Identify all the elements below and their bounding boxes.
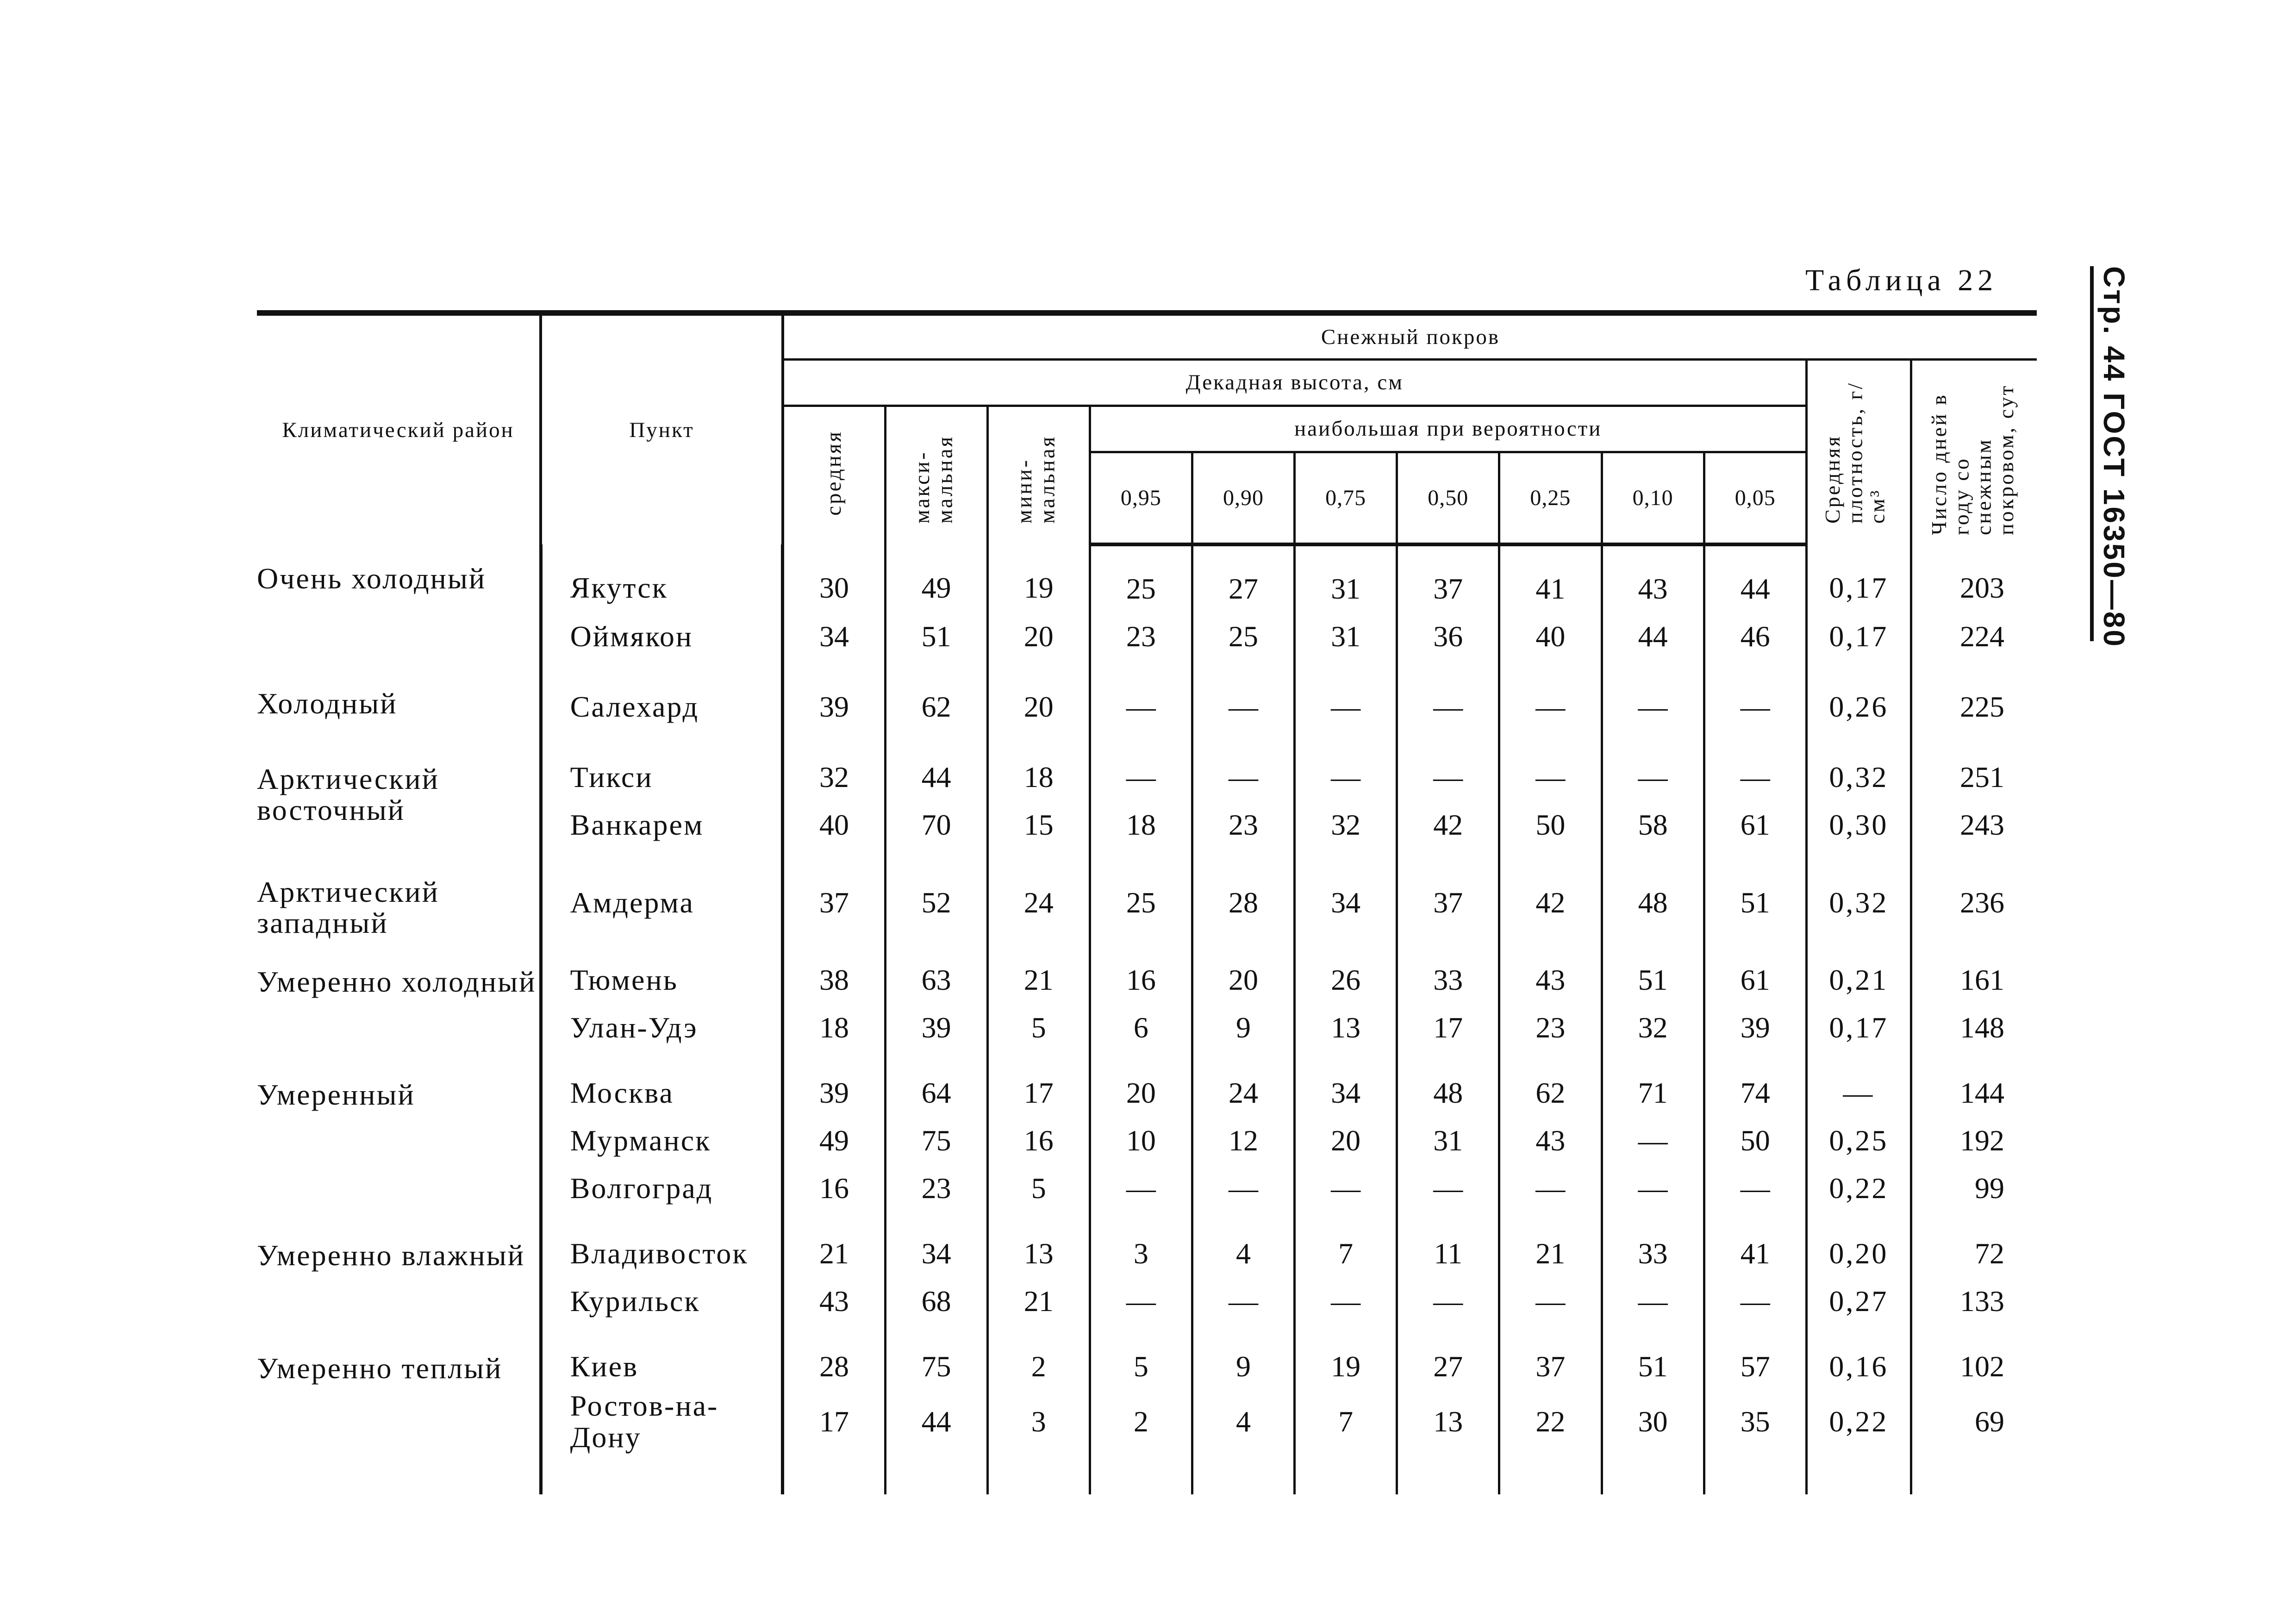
region-cell: Умеренно влажный [257,1239,525,1272]
max-cell: 39 [885,1004,987,1051]
prob-cell: 33 [1397,956,1499,1004]
header-prob-0.10: 0,10 [1602,452,1704,544]
density-cell: 0,20 [1806,1230,1911,1277]
prob-cell: 37 [1397,544,1499,612]
prob-cell: 23 [1192,801,1294,849]
density-cell: 0,30 [1806,801,1911,849]
point-cell: Тюмень [541,956,783,1004]
header-days: Число дней в году со снежным покровом, сут [1911,359,2037,544]
max-cell: 34 [885,1230,987,1277]
prob-cell: 9 [1192,1343,1294,1390]
max-cell: 51 [885,612,987,660]
prob-cell: 21 [1499,1230,1602,1277]
group-spacer [257,736,2037,753]
prob-cell: — [1090,1277,1192,1325]
prob-cell: 13 [1295,1004,1397,1051]
table-row [257,678,2037,736]
prob-cell: — [1499,1277,1602,1325]
prob-cell: — [1602,1277,1704,1325]
days-cell: 224 [1911,612,2037,660]
prob-cell: 42 [1397,801,1499,849]
table-row [257,753,2037,801]
min-cell: 2 [987,1343,1090,1390]
prob-cell: 26 [1295,956,1397,1004]
prob-cell: — [1602,678,1704,736]
prob-cell: 17 [1397,1004,1499,1051]
prob-cell: 51 [1602,1343,1704,1390]
prob-cell: 37 [1499,1343,1602,1390]
group-spacer [257,1051,2037,1069]
days-cell: 144 [1911,1069,2037,1117]
point-cell: Салехард [541,678,783,736]
header-region: Климатический район [282,418,514,442]
prob-cell: 23 [1499,1004,1602,1051]
region-cell: Умеренно теплый [257,1352,503,1385]
prob-cell: 43 [1602,544,1704,612]
prob-cell: — [1397,1164,1499,1212]
header-prob-0.75: 0,75 [1295,452,1397,544]
prob-cell: — [1704,1164,1806,1212]
max-cell: 68 [885,1277,987,1325]
max-cell: 44 [885,1390,987,1452]
min-cell: 3 [987,1390,1090,1452]
mean-cell: 39 [783,678,885,736]
point-cell: Москва [541,1069,783,1117]
max-cell: 75 [885,1343,987,1390]
prob-cell: — [1295,1164,1397,1212]
mean-cell: 39 [783,1069,885,1117]
point-cell: Владивосток [541,1230,783,1277]
prob-cell: — [1397,753,1499,801]
prob-cell: 18 [1090,801,1192,849]
mean-cell: 17 [783,1390,885,1452]
prob-cell: 44 [1602,612,1704,660]
side-rule [2090,266,2094,641]
prob-cell: — [1295,1277,1397,1325]
prob-cell: 33 [1602,1230,1704,1277]
prob-cell: 31 [1397,1117,1499,1164]
table-caption: Таблица 22 [1805,263,1998,297]
prob-cell: 32 [1295,801,1397,849]
point-cell: Якутск [541,544,783,612]
density-cell: 0,32 [1806,753,1911,801]
prob-cell: 7 [1295,1390,1397,1452]
prob-cell: — [1704,1277,1806,1325]
prob-cell: — [1602,1164,1704,1212]
prob-cell: 62 [1499,1069,1602,1117]
days-cell: 72 [1911,1230,2037,1277]
prob-cell: 37 [1397,866,1499,938]
table-row [257,544,2037,612]
mean-cell: 34 [783,612,885,660]
table-row [257,956,2037,1004]
point-cell: Курильск [541,1277,783,1325]
min-cell: 13 [987,1230,1090,1277]
prob-cell: 30 [1602,1390,1704,1452]
prob-cell: 24 [1192,1069,1294,1117]
prob-cell: 43 [1499,956,1602,1004]
prob-cell: 27 [1397,1343,1499,1390]
prob-cell: — [1397,1277,1499,1325]
days-cell: 225 [1911,678,2037,736]
group-spacer [257,849,2037,866]
prob-cell: 25 [1090,866,1192,938]
point-cell: Улан-Удэ [541,1004,783,1051]
prob-cell: 5 [1090,1343,1192,1390]
min-cell: 16 [987,1117,1090,1164]
table-body [257,544,2037,1494]
density-cell: 0,26 [1806,678,1911,736]
header-min: мини- мальная [987,406,1090,544]
prob-cell: 25 [1192,612,1294,660]
prob-cell: 20 [1090,1069,1192,1117]
prob-cell: 48 [1602,866,1704,938]
region-cell: Арктический западный [257,875,439,940]
region-cell: Очень холодный [257,562,487,595]
snow-cover-table [257,310,2037,1494]
header-prob-0.25: 0,25 [1499,452,1602,544]
days-cell: 243 [1911,801,2037,849]
density-cell: 0,17 [1806,544,1911,612]
density-cell: 0,32 [1806,866,1911,938]
point-cell: Ростов-на-Дону [541,1390,783,1452]
days-cell: 102 [1911,1343,2037,1390]
header-max: макси- мальная [885,406,987,544]
prob-cell: 34 [1295,866,1397,938]
prob-cell: — [1704,678,1806,736]
group-spacer [257,660,2037,678]
prob-cell: 31 [1295,612,1397,660]
point-cell: Волгоград [541,1164,783,1212]
prob-cell: 20 [1295,1117,1397,1164]
density-cell: 0,25 [1806,1117,1911,1164]
density-cell: 0,27 [1806,1277,1911,1325]
max-cell: 63 [885,956,987,1004]
max-cell: 64 [885,1069,987,1117]
header-prob-0.05: 0,05 [1704,452,1806,544]
days-cell: 203 [1911,544,2037,612]
mean-cell: 30 [783,544,885,612]
max-cell: 75 [885,1117,987,1164]
prob-cell: — [1192,1277,1294,1325]
header-mean: средняя [783,406,885,544]
prob-cell: 12 [1192,1117,1294,1164]
region-cell: Арктический восточный [257,762,439,827]
prob-cell: 36 [1397,612,1499,660]
prob-cell: 34 [1295,1069,1397,1117]
days-cell: 192 [1911,1117,2037,1164]
point-cell: Тикси [541,753,783,801]
prob-cell: 3 [1090,1230,1192,1277]
mean-cell: 38 [783,956,885,1004]
density-cell: 0,22 [1806,1164,1911,1212]
max-cell: 70 [885,801,987,849]
density-cell: 0,17 [1806,612,1911,660]
header-largest-probability: наибольшая при вероятности [1090,406,1806,452]
min-cell: 5 [987,1004,1090,1051]
prob-cell: — [1602,1117,1704,1164]
table-row [257,1343,2037,1390]
prob-cell: 32 [1602,1004,1704,1051]
prob-cell: 71 [1602,1069,1704,1117]
table-row [257,866,2037,938]
max-cell: 23 [885,1164,987,1212]
mean-cell: 32 [783,753,885,801]
density-cell: 0,17 [1806,1004,1911,1051]
prob-cell: — [1499,678,1602,736]
prob-cell: — [1192,1164,1294,1212]
days-cell: 251 [1911,753,2037,801]
prob-cell: 23 [1090,612,1192,660]
prob-cell: 51 [1704,866,1806,938]
table-row [257,1230,2037,1277]
mean-cell: 43 [783,1277,885,1325]
prob-cell: 28 [1192,866,1294,938]
prob-cell: 41 [1704,1230,1806,1277]
days-cell: 236 [1911,866,2037,938]
density-cell: 0,21 [1806,956,1911,1004]
point-cell: Ванкарем [541,801,783,849]
table-row [257,1069,2037,1117]
prob-cell: — [1295,753,1397,801]
region-cell: Умеренно холодный [257,965,537,999]
prob-cell: — [1602,753,1704,801]
group-spacer [257,1453,2037,1494]
group-spacer [257,1212,2037,1230]
region-cell: Холодный [257,687,398,720]
prob-cell: 27 [1192,544,1294,612]
prob-cell: 42 [1499,866,1602,938]
prob-cell: — [1295,678,1397,736]
mean-cell: 18 [783,1004,885,1051]
max-cell: 52 [885,866,987,938]
min-cell: 19 [987,544,1090,612]
prob-cell: 51 [1602,956,1704,1004]
mean-cell: 49 [783,1117,885,1164]
prob-cell: 6 [1090,1004,1192,1051]
prob-cell: 40 [1499,612,1602,660]
days-cell: 148 [1911,1004,2037,1051]
max-cell: 49 [885,544,987,612]
prob-cell: 4 [1192,1390,1294,1452]
prob-cell: 39 [1704,1004,1806,1051]
prob-cell: 4 [1192,1230,1294,1277]
max-cell: 44 [885,753,987,801]
group-spacer [257,938,2037,956]
prob-cell: — [1090,1164,1192,1212]
header-point: Пункт [541,313,783,544]
prob-cell: — [1499,1164,1602,1212]
prob-cell: 46 [1704,612,1806,660]
header-density: Средняя плотность, г/см³ [1806,359,1911,544]
days-cell: 69 [1911,1390,2037,1452]
prob-cell: 25 [1090,544,1192,612]
header-snow-cover: Снежный покров [783,313,2037,359]
prob-cell: — [1192,753,1294,801]
min-cell: 18 [987,753,1090,801]
prob-cell: 57 [1704,1343,1806,1390]
prob-cell: 20 [1192,956,1294,1004]
header-prob-0.50: 0,50 [1397,452,1499,544]
mean-cell: 37 [783,866,885,938]
prob-cell: — [1090,678,1192,736]
prob-cell: 48 [1397,1069,1499,1117]
density-cell: 0,22 [1806,1390,1911,1452]
mean-cell: 21 [783,1230,885,1277]
group-spacer [257,1325,2037,1343]
prob-cell: 16 [1090,956,1192,1004]
prob-cell: 50 [1704,1117,1806,1164]
min-cell: 24 [987,866,1090,938]
prob-cell: 43 [1499,1117,1602,1164]
page-side-title: Стр. 44 ГОСТ 16350—80 [2097,266,2131,649]
prob-cell: 31 [1295,544,1397,612]
days-cell: 133 [1911,1277,2037,1325]
days-cell: 161 [1911,956,2037,1004]
prob-cell: 13 [1397,1390,1499,1452]
days-cell: 99 [1911,1164,2037,1212]
density-cell: 0,16 [1806,1343,1911,1390]
prob-cell: 61 [1704,956,1806,1004]
region-cell: Умеренный [257,1078,415,1112]
prob-cell: 61 [1704,801,1806,849]
min-cell: 21 [987,956,1090,1004]
prob-cell: 11 [1397,1230,1499,1277]
prob-cell: — [1192,678,1294,736]
min-cell: 17 [987,1069,1090,1117]
max-cell: 62 [885,678,987,736]
density-cell: — [1806,1069,1911,1117]
prob-cell: 10 [1090,1117,1192,1164]
mean-cell: 40 [783,801,885,849]
prob-cell: — [1499,753,1602,801]
min-cell: 21 [987,1277,1090,1325]
point-cell: Амдерма [541,866,783,938]
min-cell: 15 [987,801,1090,849]
prob-cell: — [1090,753,1192,801]
prob-cell: 50 [1499,801,1602,849]
prob-cell: 41 [1499,544,1602,612]
prob-cell: — [1397,678,1499,736]
table-header [257,313,2037,544]
prob-cell: — [1704,753,1806,801]
mean-cell: 16 [783,1164,885,1212]
prob-cell: 2 [1090,1390,1192,1452]
prob-cell: 58 [1602,801,1704,849]
prob-cell: 22 [1499,1390,1602,1452]
point-cell: Киев [541,1343,783,1390]
min-cell: 20 [987,678,1090,736]
prob-cell: 74 [1704,1069,1806,1117]
header-prob-0.95: 0,95 [1090,452,1192,544]
min-cell: 5 [987,1164,1090,1212]
min-cell: 20 [987,612,1090,660]
prob-cell: 9 [1192,1004,1294,1051]
point-cell: Оймякон [541,612,783,660]
prob-cell: 44 [1704,544,1806,612]
header-prob-0.90: 0,90 [1192,452,1294,544]
point-cell: Мурманск [541,1117,783,1164]
mean-cell: 28 [783,1343,885,1390]
prob-cell: 19 [1295,1343,1397,1390]
prob-cell: 35 [1704,1390,1806,1452]
header-decade-height: Декадная высота, см [783,359,1806,406]
prob-cell: 7 [1295,1230,1397,1277]
